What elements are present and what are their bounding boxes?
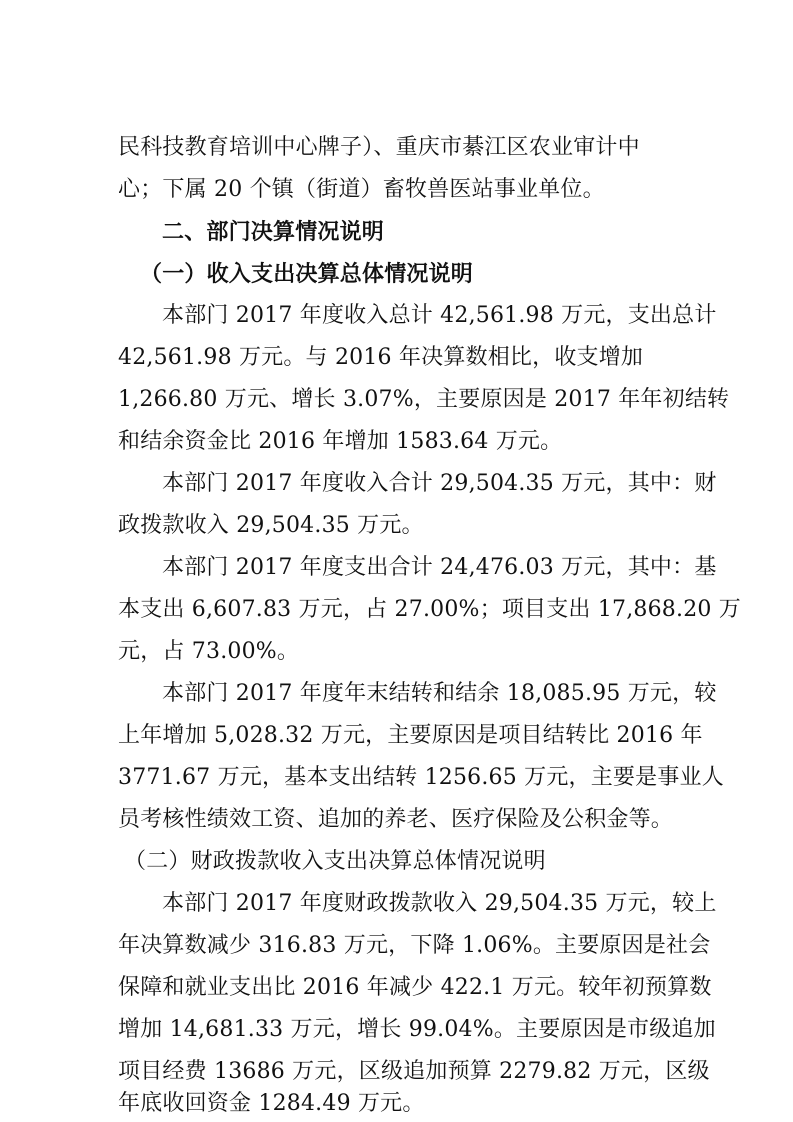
body-text-line: 元，占 73.00%。 xyxy=(118,639,300,664)
body-text-line: 本支出 6,607.83 万元，占 27.00%；项目支出 17,868.20 万 xyxy=(118,597,741,622)
body-text-line: 项目经费 13686 万元，区级追加预算 2279.82 万元，区级 xyxy=(118,1059,710,1084)
body-text-line: 年决算数减少 316.83 万元，下降 1.06%。主要原因是社会 xyxy=(118,933,711,958)
subsection-heading: （二）财政拨款收入支出决算总体情况说明 xyxy=(124,849,546,874)
section-heading: 二、部门决算情况说明 xyxy=(162,219,385,245)
body-text-line: 本部门 2017 年度支出合计 24,476.03 万元，其中：基 xyxy=(162,555,717,580)
body-text-line: 保障和就业支出比 2016 年减少 422.1 万元。较年初预算数 xyxy=(118,975,712,1000)
body-text-line: 本部门 2017 年度财政拨款收入 29,504.35 万元，较上 xyxy=(162,891,717,916)
body-text-line: 员考核性绩效工资、追加的养老、医疗保险及公积金等。 xyxy=(118,807,674,832)
subsection-heading: （一）收入支出决算总体情况说明 xyxy=(140,261,474,287)
body-text-line: 增加 14,681.33 万元，增长 99.04%。主要原因是市级追加 xyxy=(118,1017,716,1042)
body-text-line: 3771.67 万元，基本支出结转 1256.65 万元，主要是事业人 xyxy=(118,765,724,790)
body-text-line: 本部门 2017 年度年末结转和结余 18,085.95 万元，较 xyxy=(162,681,717,706)
body-text-line: 政拨款收入 29,504.35 万元。 xyxy=(118,513,424,538)
body-text-line: 民科技教育培训中心牌子）、重庆市綦江区农业审计中 xyxy=(118,135,640,160)
body-text-line: 年底收回资金 1284.49 万元。 xyxy=(118,1091,425,1116)
body-text-line: 1,266.80 万元、增长 3.07%，主要原因是 2017 年年初结转 xyxy=(118,387,730,412)
body-text-line: 上年增加 5,028.32 万元，主要原因是项目结转比 2016 年 xyxy=(118,723,703,748)
body-text-line: 本部门 2017 年度收入合计 29,504.35 万元，其中：财 xyxy=(162,471,717,496)
body-text-line: 心；下属 20 个镇（街道）畜牧兽医站事业单位。 xyxy=(118,177,605,202)
body-text-line: 和结余资金比 2016 年增加 1583.64 万元。 xyxy=(118,429,563,454)
body-text-line: 42,561.98 万元。与 2016 年决算数相比，收支增加 xyxy=(118,345,644,370)
body-text-line: 本部门 2017 年度收入总计 42,561.98 万元，支出总计 xyxy=(162,303,717,328)
